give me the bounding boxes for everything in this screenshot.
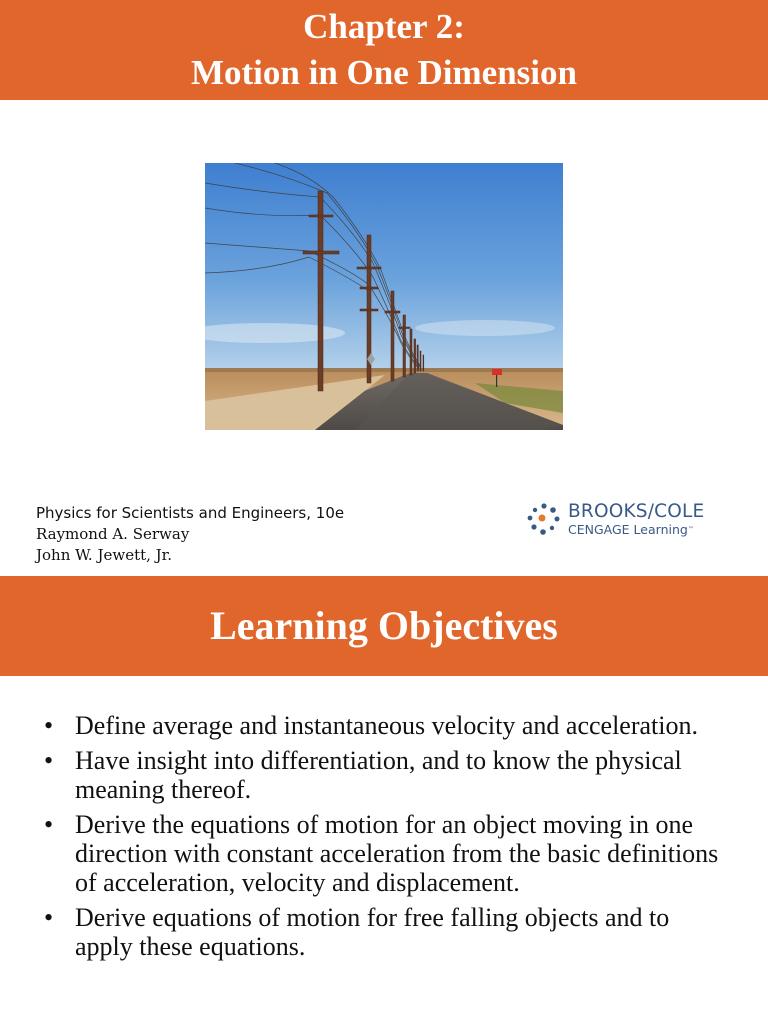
bullet: • <box>44 711 54 740</box>
bullet: • <box>44 810 54 839</box>
author-serway: Raymond A. Serway <box>36 525 190 543</box>
bullet: • <box>44 903 54 932</box>
objective-item <box>44 746 724 804</box>
objective-text: Derive the equations of motion for an object moving in one direction with constant acceleration from the basic definitions of acceleration, velocity and displacement. <box>75 810 719 897</box>
cengage-dots-icon <box>524 502 562 538</box>
objectives-title: Learning Objectives <box>210 603 558 648</box>
objectives-banner <box>0 576 768 676</box>
title-banner <box>0 0 768 100</box>
slide-learning-objectives <box>0 576 768 1024</box>
objective-item <box>44 711 724 740</box>
objective-text: Derive equations of motion for free falling objects and to apply these equations. <box>75 903 670 961</box>
objective-text: Have insight into differentiation, and to know the physical meaning thereof. <box>75 746 682 804</box>
trademark-mark: ™ <box>687 526 694 533</box>
chapter-number: Chapter 2: <box>303 7 465 46</box>
logo-sub-label: CENGAGE Learning <box>568 522 688 537</box>
publisher-logo <box>524 500 724 542</box>
bullet: • <box>44 746 54 775</box>
book-info <box>36 503 344 566</box>
objective-item <box>44 810 724 897</box>
book-title: Physics for Scientists and Engineers, 10e <box>36 504 345 522</box>
road-photo <box>205 163 563 430</box>
objective-text: Define average and instantaneous velocity and acceleration. <box>75 711 698 740</box>
objectives-list <box>44 711 724 967</box>
chapter-title: Motion in One Dimension <box>190 53 577 92</box>
logo-brand-text: BROOKS/COLE <box>568 501 705 522</box>
author-jewett: John W. Jewett, Jr. <box>36 546 172 564</box>
objective-item <box>44 903 724 961</box>
logo-sub-text <box>568 523 694 537</box>
